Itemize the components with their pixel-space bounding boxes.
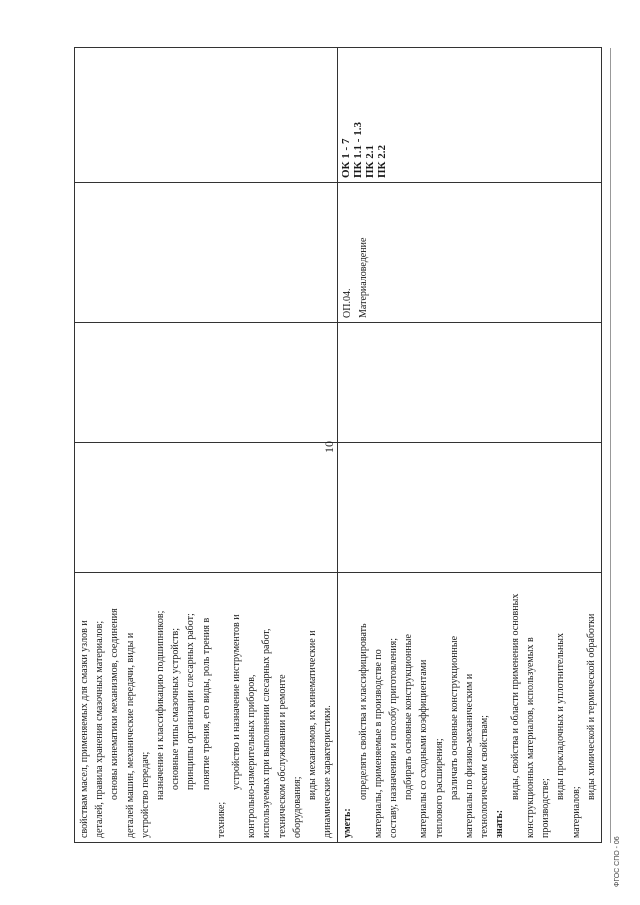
hours-max-cell [75, 443, 338, 573]
content-line: виды механизмов, их кинематические и [307, 630, 319, 800]
content-line: принципы организации слесарных работ; [185, 613, 197, 790]
content-line: используемых при выполнении слесарных работ, [261, 628, 273, 838]
content-line: оборудования; [291, 776, 303, 838]
hours-class-cell [75, 323, 338, 443]
hours-max-cell [338, 443, 601, 573]
discipline-title: Материаловедение [357, 237, 369, 318]
table-row [75, 48, 338, 843]
content-line: конструкционных материалов, используемых в [524, 637, 536, 838]
page-number: 10 [322, 441, 336, 453]
content-line: назначение и классификацию подшипников; [155, 610, 167, 800]
competencies-cell [338, 48, 601, 183]
content-line: основные типы смазочных устройств; [170, 627, 182, 790]
content-line: подбирать основные конструкционные [403, 634, 415, 800]
requirements-cell [338, 573, 601, 843]
content-line: виды, свойства и области применения основных [509, 593, 521, 800]
competency-code: ПК 1.1 - 1.3 [352, 122, 365, 178]
content-line: деталей, правила хранения смазочных материалов; [94, 620, 106, 838]
competency-code: ПК 2.1 [364, 144, 377, 178]
content-line: контрольно-измерительных приборов, [246, 674, 258, 838]
content-line: технологическим свойствам; [479, 715, 491, 838]
content-line: динамические характеристики. [322, 705, 334, 838]
content-line: материалы по физико-механическим и [464, 673, 476, 838]
content-line: техническом обслуживании и ремонте [276, 674, 288, 838]
content-line: виды прокладочных и уплотнительных [555, 632, 567, 800]
content-line: устройство и назначение инструментов и [231, 614, 243, 790]
discipline-code: ОП.04. [342, 288, 354, 318]
content-line: составу, назначению и способу приготовления; [388, 637, 400, 838]
content-line: производстве; [540, 778, 552, 838]
content-line: материалы, применяемые в производстве по [372, 649, 384, 838]
discipline-cell [75, 183, 338, 323]
content-line: теплового расширения; [433, 738, 445, 838]
section-heading: знать: [494, 809, 506, 838]
discipline-cell [338, 183, 601, 323]
section-heading: уметь: [342, 808, 354, 838]
content-line: деталей машин, механические передачи, виды и [124, 632, 136, 838]
content-line: устройство передач; [139, 751, 151, 838]
content-line: технике; [215, 801, 227, 838]
footer-divider [610, 48, 611, 843]
table-row [338, 48, 601, 843]
curriculum-table [74, 47, 602, 843]
content-line: материалы со сходными коэффициентами [418, 659, 430, 838]
requirements-cell [75, 573, 338, 843]
content-line: виды химической и термической обработки [585, 613, 597, 800]
content-line: основы кинематики механизмов, соединения [109, 608, 121, 800]
hours-class-cell [338, 323, 601, 443]
content-line: определять свойства и классифицировать [357, 623, 369, 800]
competency-code: ПК 2.2 [376, 144, 389, 178]
competency-code: ОК 1 - 7 [340, 138, 353, 178]
footer-label: ФГОС СПО - 06 [614, 836, 621, 887]
content-line: материалов; [570, 786, 582, 838]
content-line: различать основные конструкционные [448, 635, 460, 800]
content-line: понятие трения, его виды, роль трения в [200, 617, 212, 790]
content-line: свойствам масел, применяемых для смазки узлов и [79, 620, 90, 838]
competencies-cell [75, 48, 338, 183]
